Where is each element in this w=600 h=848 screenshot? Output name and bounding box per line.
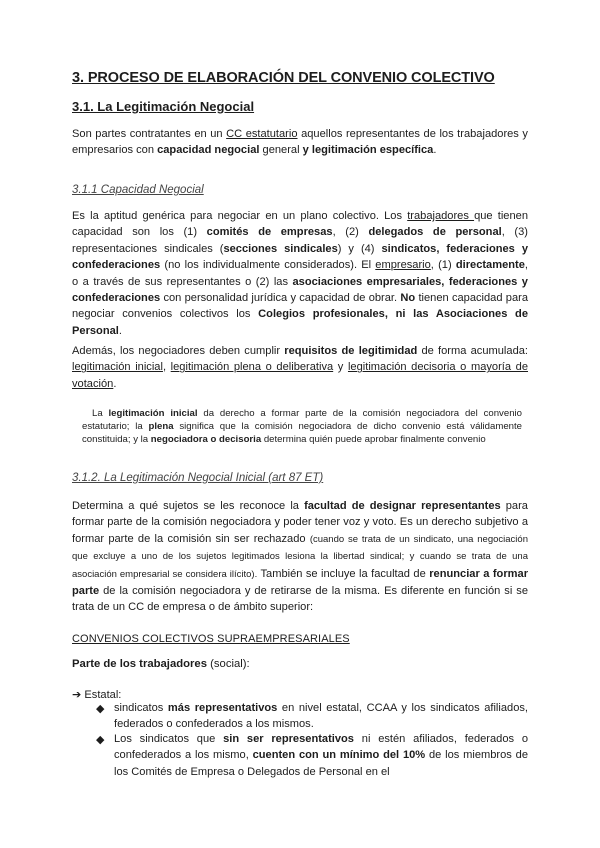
diamond-bullet-icon: ◆: [96, 734, 105, 746]
convenios-supraempresariales-heading: CONVENIOS COLECTIVOS SUPRAEMPRESARIALES: [72, 633, 350, 645]
section-3-1-2-heading: 3.1.2. La Legitimación Negocial Inicial (art 87 ET): [72, 472, 324, 484]
section-3-1-paragraph: Son partes contratantes en un CC estatutario aquellos representantes de los trabajadores y empresarios con capacidad negocial general y legitimación específica.: [72, 128, 528, 157]
legitimacion-quote: La legitimación inicial da derecho a formar parte de la comisión negociadora del convenio estatutario; la plena significa que la comisión negociadora de dicho convenio está válidamente constituida; y la negociadora o decisoria determina quién puede aprobar finalmente convenio: [82, 408, 523, 445]
diamond-bullet-icon: ◆: [96, 703, 105, 715]
document-title: 3. PROCESO DE ELABORACIÓN DEL CONVENIO COLECTIVO: [72, 70, 495, 86]
bullet-item: Los sindicatos que sin ser representativos ni estén afiliados, federados o confederados a los mismo, cuenten con un mínimo del 10% de los miembros de los Comités de Empresa o Delegados de Personal en el: [114, 733, 528, 778]
capacidad-negocial-paragraph: Es la aptitud genérica para negociar en un plano colectivo. Los trabajadores que tienen capacidad son los (1) comités de empresas, (2) delegados de personal, (3) representaciones sindicales (secciones sindicales) y (4) sindicatos, federaciones y confederaciones (no los individualmente considerados). El empresario, (1) directamente, o a través de sus representantes o (2) las asociaciones empresariales, federaciones y confederaciones con personalidad jurídica y capacidad de obrar. No tienen capacidad para negociar convenios colectivos los Colegios profesionales, ni las Asociaciones de Personal.: [72, 210, 528, 337]
legitimacion-inicial-paragraph: Determina a qué sujetos se les reconoce la facultad de designar representantes para formar parte de la comisión negociadora y poder tener voz y voto. Es un derecho subjetivo a formar parte de la comisión sin ser rechazado (cuando se trata de un sindicato, una negociación que excluye a uno de los sujetos legitimados lesiona la libertad sindical; y cuando se trata de una asociación empresarial se considera ilícito). También se incluye la facultad de renunciar a formar parte de la comisión negociadora y de retirarse de la misma. Es diferente en función si se trata de un CC de empresa o de ámbito superior:: [72, 500, 529, 614]
section-3-1-1-heading: 3.1.1 Capacidad Negocial: [72, 184, 204, 196]
requisitos-legitimidad-paragraph: Además, los negociadores deben cumplir requisitos de legitimidad de forma acumulada: legitimación inicial, legitimación plena o deliberativa y legitimación decisoria o mayoría de votación.: [72, 345, 529, 390]
bullet-item: sindicatos más representativos en nivel estatal, CCAA y los sindicatos afiliados, federados o confederados a los mismos.: [114, 702, 528, 731]
parte-trabajadores-label: Parte de los trabajadores (social):: [72, 658, 250, 670]
section-3-1-heading: 3.1. La Legitimación Negocial: [72, 99, 255, 114]
estatal-arrow-item: ➔ Estatal:: [72, 689, 122, 701]
